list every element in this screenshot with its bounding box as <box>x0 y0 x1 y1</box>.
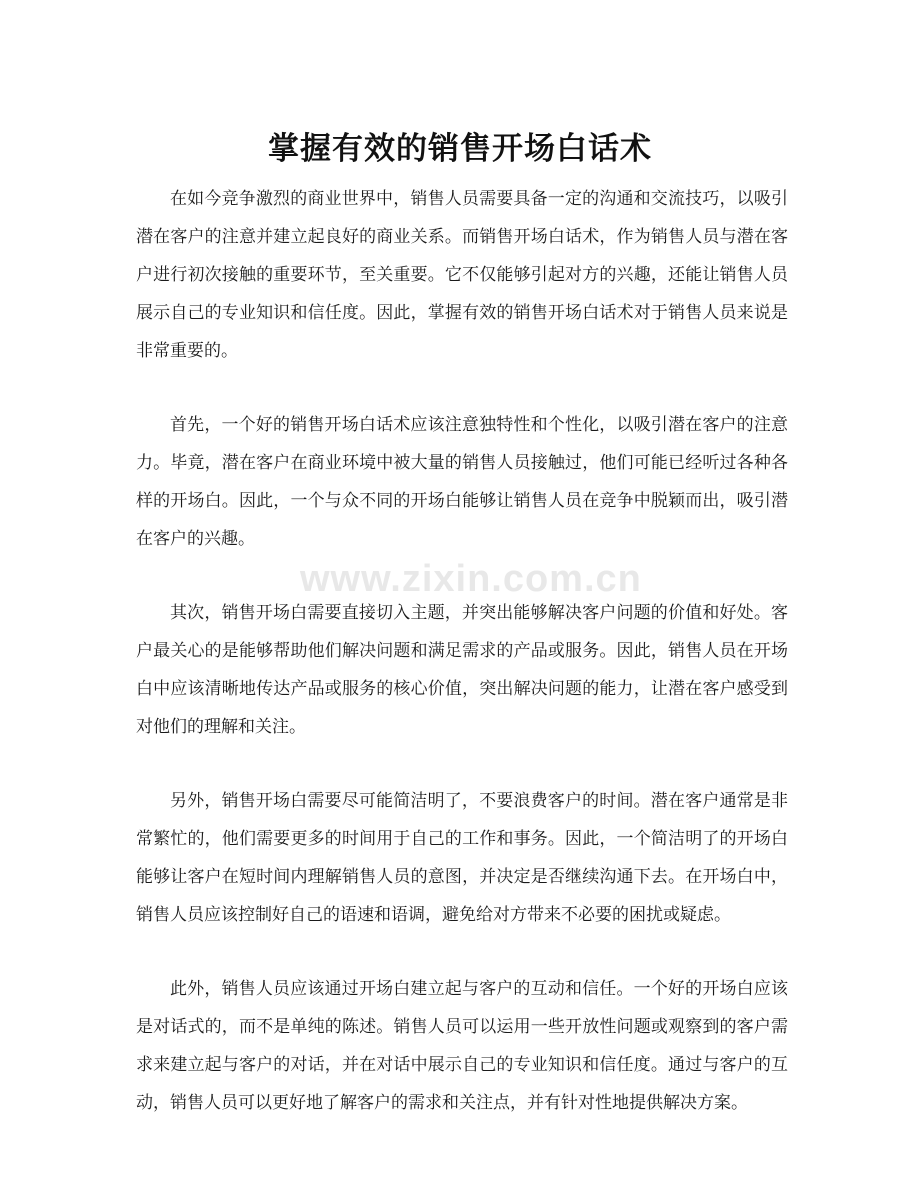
paragraph-1: 在如今竞争激烈的商业世界中，销售人员需要具备一定的沟通和交流技巧，以吸引潜在客户的注意并建立起良好的商业关系。而销售开场白话术，作为销售人员与潜在客户进行初次接触的重要环节，至关重要。它不仅能够引起对方的兴趣，还能让销售人员展示自己的专业知识和信任度。因此，掌握有效的销售开场白话术对于销售人员来说是非常重要的。 <box>136 189 788 361</box>
paragraph-3: 其次，销售开场白需要直接切入主题，并突出能够解决客户问题的价值和好处。客户最关心的是能够帮助他们解决问题和满足需求的产品或服务。因此，销售人员在开场白中应该清晰地传达产品或服务的核心价值，突出解决问题的能力，让潜在客户感受到对他们的理解和关注。 <box>136 603 788 737</box>
document-body <box>136 180 788 1158</box>
paragraph-5: 此外，销售人员应该通过开场白建立起与客户的互动和信任。一个好的开场白应该是对话式的，而不是单纯的陈述。销售人员可以运用一些开放性问题或观察到的客户需求来建立起与客户的对话，并在对话中展示自己的专业知识和信任度。通过与客户的互动，销售人员可以更好地了解客户的需求和关注点，并有针对性地提供解决方案。 <box>136 979 788 1113</box>
watermark: www.zixin.com.cn <box>300 558 642 600</box>
paragraph-4: 另外，销售开场白需要尽可能简洁明了，不要浪费客户的时间。潜在客户通常是非常繁忙的，他们需要更多的时间用于自己的工作和事务。因此，一个简洁明了的开场白能够让客户在短时间内理解销售人员的意图，并决定是否继续沟通下去。在开场白中，销售人员应该控制好自己的语速和语调，避免给对方带来不必要的困扰或疑虑。 <box>136 791 788 925</box>
document-title: 掌握有效的销售开场白话术 <box>268 130 652 167</box>
paragraph-2: 首先，一个好的销售开场白话术应该注意独特性和个性化，以吸引潜在客户的注意力。毕竟，潜在客户在商业环境中被大量的销售人员接触过，他们可能已经听过各种各样的开场白。因此，一个与众不同的开场白能够让销售人员在竞争中脱颖而出，吸引潜在客户的兴趣。 <box>136 415 788 549</box>
